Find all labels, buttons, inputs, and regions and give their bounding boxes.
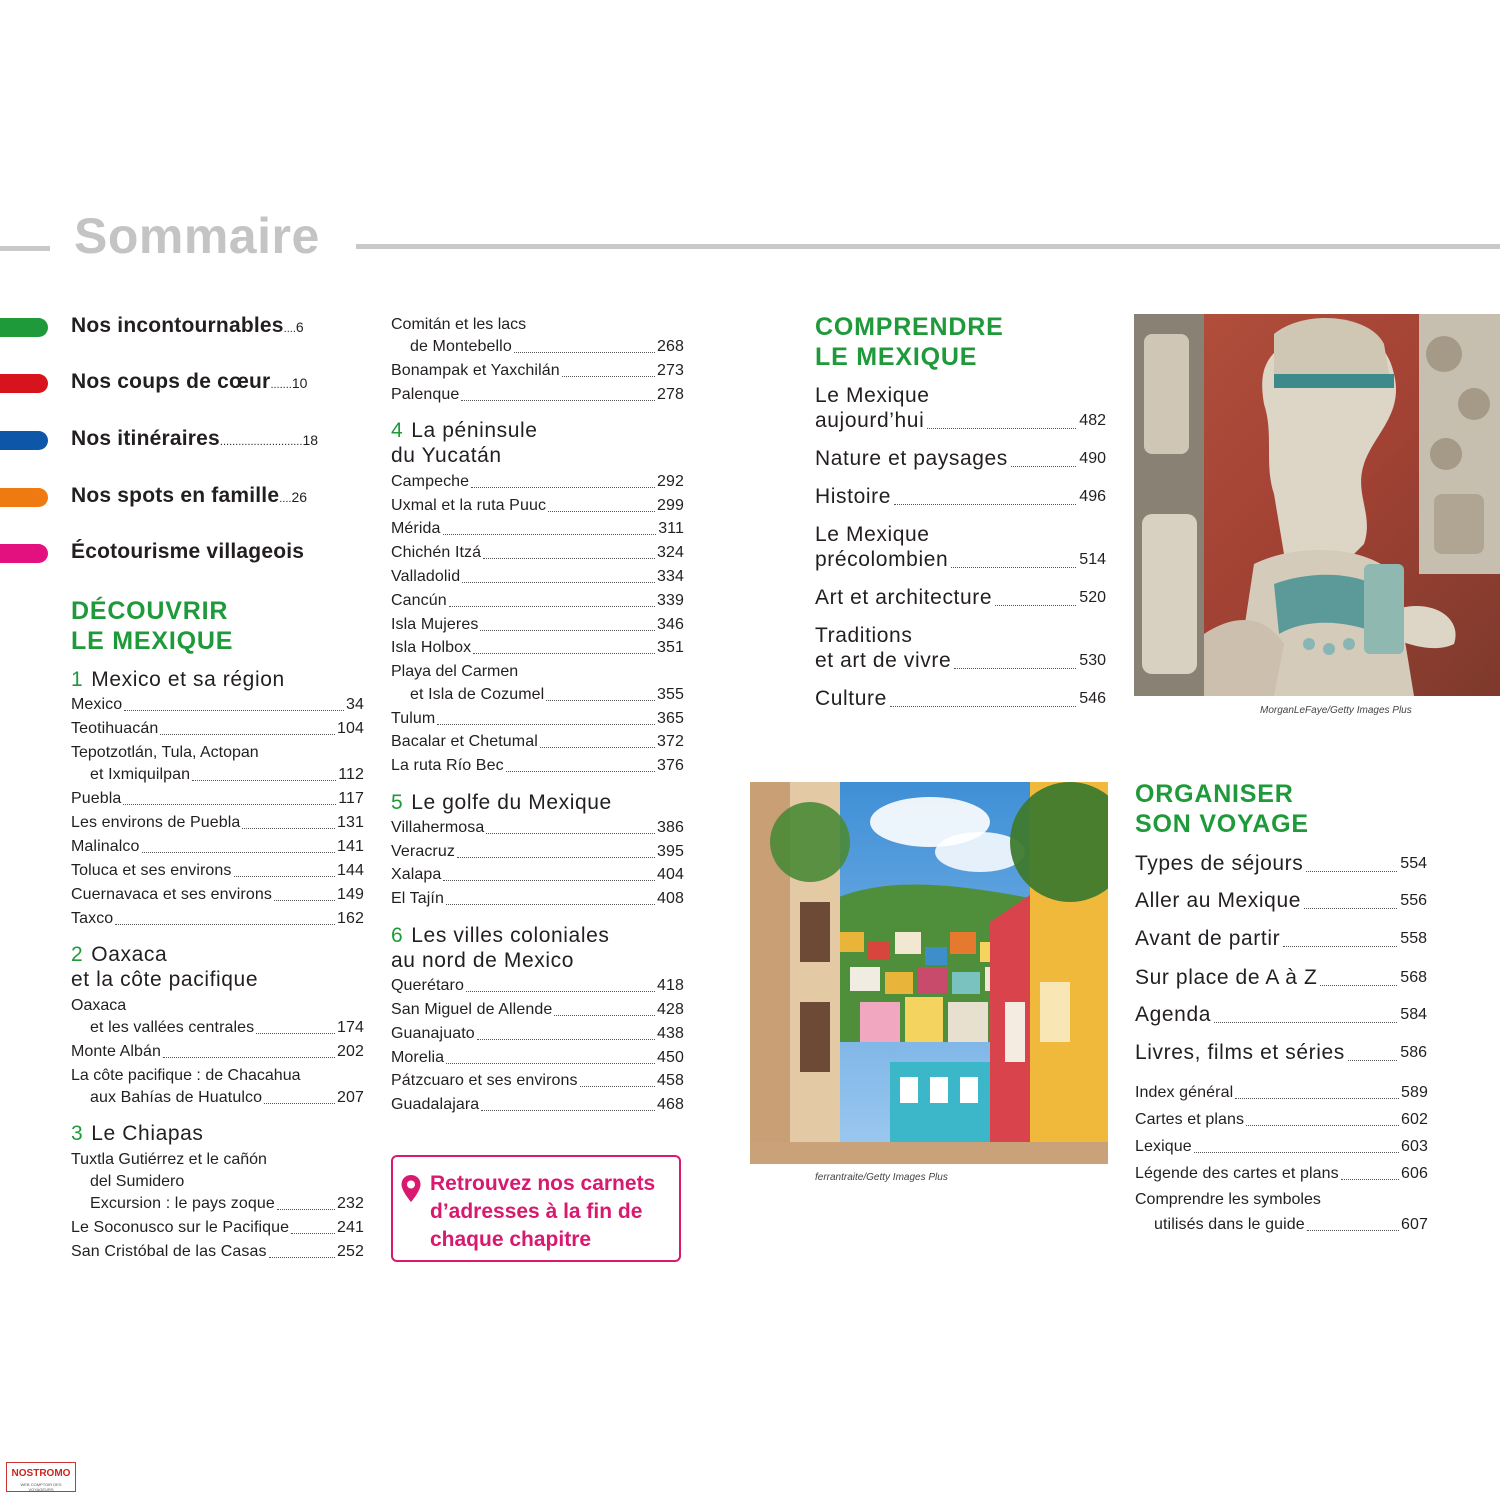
toc-entry[interactable]: Campeche 292 <box>391 473 684 490</box>
highlight-page: 26 <box>291 489 308 505</box>
section-heading-decouvrir: DÉCOUVRIR LE MEXIQUE <box>71 597 234 655</box>
toc-entry-line[interactable]: del Sumidero <box>90 1173 185 1190</box>
toc-entry[interactable]: Nature et paysages 490 <box>815 447 1106 470</box>
toc-entry-line[interactable]: Tepotzotlán, Tula, Actopan <box>71 744 259 761</box>
toc-entry[interactable]: aujourd’hui 482 <box>815 409 1106 432</box>
red-tab-marker <box>0 374 48 393</box>
pink-tab-marker <box>0 544 48 563</box>
toc-entry[interactable]: Le Soconusco sur le Pacifique 241 <box>71 1219 364 1236</box>
highlight-page: 18 <box>302 432 319 448</box>
toc-entry[interactable]: Puebla 117 <box>71 790 364 807</box>
toc-entry-line[interactable]: Tuxtla Gutiérrez et le cañón <box>71 1151 267 1168</box>
chapter-heading-3: 3 Le Chiapas <box>71 1122 204 1145</box>
toc-entry-line[interactable]: Oaxaca <box>71 997 127 1014</box>
toc-entry[interactable]: Taxco 162 <box>71 910 364 927</box>
toc-entry-line[interactable]: Le Mexique <box>815 384 930 407</box>
toc-entry[interactable]: précolombien 514 <box>815 548 1106 571</box>
toc-entry[interactable]: Valladolid 334 <box>391 568 684 585</box>
toc-entry[interactable]: et Isla de Cozumel 355 <box>410 686 684 703</box>
toc-entry[interactable]: Chichén Itzá 324 <box>391 544 684 561</box>
highlight-itineraires[interactable]: Nos itinéraires...........................18 <box>71 427 319 450</box>
toc-entry-line[interactable]: Le Mexique <box>815 523 930 546</box>
toc-entry[interactable]: San Cristóbal de las Casas 252 <box>71 1243 364 1260</box>
toc-entry[interactable]: Teotihuacán 104 <box>71 720 364 737</box>
highlight-spots-famille[interactable]: Nos spots en famille....26 <box>71 484 308 507</box>
highlight-label: Écotourisme villageois <box>71 540 305 563</box>
toc-entry[interactable]: et les vallées centrales 174 <box>90 1019 364 1036</box>
toc-entry[interactable]: Guadalajara 468 <box>391 1096 684 1113</box>
toc-entry[interactable]: Bacalar et Chetumal 372 <box>391 733 684 750</box>
toc-entry[interactable]: Cuernavaca et ses environs 149 <box>71 886 364 903</box>
toc-entry[interactable]: Aller au Mexique 556 <box>1135 889 1427 912</box>
toc-entry[interactable]: Cancún 339 <box>391 592 684 609</box>
maya-relief-photo <box>1134 314 1500 696</box>
index-entry[interactable]: Index général 589 <box>1135 1084 1428 1101</box>
toc-entry[interactable]: Xalapa 404 <box>391 866 684 883</box>
logo-name: NOSTROMO <box>11 1468 71 1479</box>
highlight-page: 6 <box>295 319 304 335</box>
toc-entry[interactable]: Culture 546 <box>815 687 1106 710</box>
toc-entry[interactable]: Uxmal et la ruta Puuc 299 <box>391 497 684 514</box>
toc-entry[interactable]: Bonampak et Yaxchilán 273 <box>391 362 684 379</box>
highlight-incontournables[interactable]: Nos incontournables....6 <box>71 314 304 337</box>
highlight-label: Nos incontournables <box>71 314 284 337</box>
guanajuato-photo <box>750 782 1108 1164</box>
blue-tab-marker <box>0 431 48 450</box>
toc-entry[interactable]: et Ixmiquilpan 112 <box>90 766 364 783</box>
chapter-heading-4: 4 La péninsule du Yucatán <box>391 419 538 467</box>
logo-tagline: WEB COMPTOIR DES VOYAGEURS <box>20 1482 62 1492</box>
highlight-label: Nos coups de cœur <box>71 370 271 393</box>
toc-entry[interactable]: Villahermosa 386 <box>391 819 684 836</box>
toc-entry[interactable]: Excursion : le pays zoque 232 <box>90 1195 364 1212</box>
chapter-heading-1: 1 Mexico et sa région <box>71 668 285 691</box>
chapter-heading-5: 5 Le golfe du Mexique <box>391 791 612 814</box>
toc-entry[interactable]: Toluca et ses environs 144 <box>71 862 364 879</box>
toc-entry[interactable]: Avant de partir 558 <box>1135 927 1427 950</box>
town-photo-credit: ferrantraite/Getty Images Plus <box>815 1172 948 1183</box>
toc-entry[interactable]: Art et architecture 520 <box>815 586 1106 609</box>
toc-entry[interactable]: aux Bahías de Huatulco 207 <box>90 1089 364 1106</box>
index-entry-line[interactable]: Comprendre les symboles <box>1135 1191 1321 1208</box>
toc-entry[interactable]: El Tajín 408 <box>391 890 684 907</box>
toc-entry[interactable]: Morelia 450 <box>391 1049 684 1066</box>
toc-entry[interactable]: Agenda 584 <box>1135 1003 1427 1026</box>
index-entry[interactable]: utilisés dans le guide 607 <box>1154 1216 1428 1233</box>
highlight-ecotourisme[interactable] <box>71 539 304 565</box>
index-entry[interactable]: Légende des cartes et plans 606 <box>1135 1165 1428 1182</box>
chapter-heading-6: 6 Les villes coloniales au nord de Mexico <box>391 924 610 972</box>
toc-entry-line[interactable]: La côte pacifique : de Chacahua <box>71 1067 301 1084</box>
toc-entry[interactable]: Malinalco 141 <box>71 838 364 855</box>
orange-tab-marker <box>0 488 48 507</box>
page-title: Sommaire <box>74 208 320 264</box>
callout-text: Retrouvez nos carnets d’adresses à la fin de chaque chapitre <box>430 1172 656 1251</box>
section-heading-organiser: ORGANISER SON VOYAGE <box>1135 780 1309 838</box>
map-pin-icon <box>400 1174 422 1204</box>
toc-entry[interactable]: Querétaro 418 <box>391 977 684 994</box>
toc-entry-line[interactable]: Playa del Carmen <box>391 663 519 680</box>
toc-entry[interactable]: Livres, films et séries 586 <box>1135 1041 1427 1064</box>
toc-entry[interactable]: La ruta Río Bec 376 <box>391 757 684 774</box>
toc-entry[interactable]: Pátzcuaro et ses environs 458 <box>391 1072 684 1089</box>
toc-entry[interactable]: Sur place de A à Z 568 <box>1135 966 1427 989</box>
index-entry[interactable]: Lexique 603 <box>1135 1138 1428 1155</box>
toc-entry[interactable]: Isla Mujeres 346 <box>391 616 684 633</box>
highlight-label: Nos itinéraires <box>71 427 220 450</box>
header-rule-left <box>0 246 50 251</box>
toc-entry[interactable]: Guanajuato 438 <box>391 1025 684 1042</box>
toc-entry[interactable]: Les environs de Puebla 131 <box>71 814 364 831</box>
toc-entry[interactable]: Mérida 311 <box>391 520 684 537</box>
toc-entry[interactable]: Types de séjours 554 <box>1135 852 1427 875</box>
toc-entry[interactable]: Histoire 496 <box>815 485 1106 508</box>
green-tab-marker <box>0 318 48 337</box>
toc-entry[interactable]: Monte Albán 202 <box>71 1043 364 1060</box>
header-rule-right <box>356 244 1500 249</box>
chapter-heading-2: 2 Oaxaca et la côte pacifique <box>71 943 259 991</box>
toc-entry[interactable]: Mexico 34 <box>71 696 364 713</box>
toc-entry[interactable]: San Miguel de Allende 428 <box>391 1001 684 1018</box>
toc-entry[interactable]: Isla Holbox 351 <box>391 639 684 656</box>
toc-entry[interactable]: Tulum 365 <box>391 710 684 727</box>
toc-entry[interactable]: de Montebello 268 <box>410 338 684 355</box>
highlight-label: Nos spots en famille <box>71 484 280 507</box>
toc-entry[interactable]: et art de vivre 530 <box>815 649 1106 672</box>
maya-photo-credit: MorganLeFaye/Getty Images Plus <box>1260 705 1412 716</box>
toc-entry-line[interactable]: Traditions <box>815 624 913 647</box>
index-entry[interactable]: Cartes et plans 602 <box>1135 1111 1428 1128</box>
section-heading-comprendre: COMPRENDRE LE MEXIQUE <box>815 313 1004 371</box>
toc-entry[interactable]: Palenque 278 <box>391 386 684 403</box>
highlight-coups-de-coeur[interactable]: Nos coups de cœur.......10 <box>71 370 308 393</box>
toc-entry-line[interactable]: Comitán et les lacs <box>391 316 527 333</box>
toc-entry[interactable]: Veracruz 395 <box>391 843 684 860</box>
highlight-page: 10 <box>291 375 308 391</box>
